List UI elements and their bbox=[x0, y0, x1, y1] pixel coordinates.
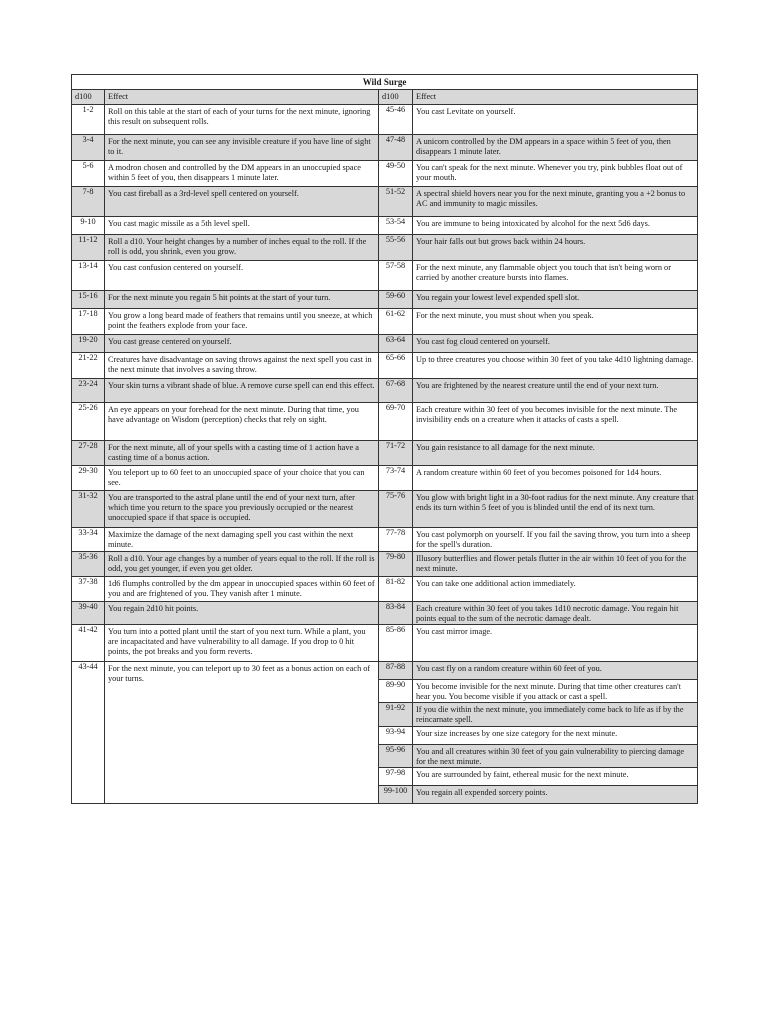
effect-text-left: Roll a d10. Your height changes by a number of inches equal to the roll. If the roll is odd, you shrink, even you grow. bbox=[105, 235, 379, 261]
effect-text-right: Your size increases by one size category for the next minute. bbox=[413, 727, 698, 745]
effect-text-right: A unicorn controlled by the DM appears in a space within 5 feet of you, then disappears 1 minute later. bbox=[413, 135, 698, 161]
effect-text-right: You regain all expended sorcery points. bbox=[413, 786, 698, 804]
header-die-left: d100 bbox=[72, 90, 105, 105]
table-row bbox=[72, 625, 698, 662]
table-row bbox=[72, 528, 698, 552]
effect-text-right: For the next minute, any flammable object you touch that isn't being worn or carried by another creature bursts into flames. bbox=[413, 261, 698, 291]
effect-text-left: Creatures have disadvantage on saving throws against the next spell you cast in the next minute that involves a saving throw. bbox=[105, 353, 379, 379]
roll-range-right: 45-46 bbox=[379, 105, 413, 135]
roll-range-right: 55-56 bbox=[379, 235, 413, 261]
roll-range-right: 87-88 bbox=[379, 662, 413, 680]
effect-text-right: If you die within the next minute, you immediately come back to life as if by the reincarnate spell. bbox=[413, 703, 698, 727]
roll-range-left: 31-32 bbox=[72, 491, 105, 528]
roll-range-right: 67-68 bbox=[379, 379, 413, 403]
roll-range-left: 9-10 bbox=[72, 217, 105, 235]
effect-text-right: You cast mirror image. bbox=[413, 625, 698, 662]
roll-range-left: 27-28 bbox=[72, 441, 105, 466]
effect-text-left: You cast confusion centered on yourself. bbox=[105, 261, 379, 291]
roll-range-right: 79-80 bbox=[379, 552, 413, 577]
table-row bbox=[72, 291, 698, 309]
effect-text-right: You cast fly on a random creature within 60 feet of you. bbox=[413, 662, 698, 680]
effect-text-right: You gain resistance to all damage for the next minute. bbox=[413, 441, 698, 466]
roll-range-right: 51-52 bbox=[379, 187, 413, 217]
table-row bbox=[72, 577, 698, 602]
effect-text-left: Your skin turns a vibrant shade of blue. A remove curse spell can end this effect. bbox=[105, 379, 379, 403]
effect-text-right: For the next minute, you must shout when you speak. bbox=[413, 309, 698, 335]
roll-range-right: 49-50 bbox=[379, 161, 413, 187]
roll-range-right: 73-74 bbox=[379, 466, 413, 491]
roll-range-left: 37-38 bbox=[72, 577, 105, 602]
effect-text-left: Roll on this table at the start of each of your turns for the next minute, ignoring this result on subsequent rolls. bbox=[105, 105, 379, 135]
wild-surge-sheet bbox=[71, 74, 697, 804]
roll-range-right: 57-58 bbox=[379, 261, 413, 291]
header-effect-left: Effect bbox=[105, 90, 379, 105]
roll-range-left: 1-2 bbox=[72, 105, 105, 135]
roll-range-right: 91-92 bbox=[379, 703, 413, 727]
effect-text-right: You are surrounded by faint, ethereal music for the next minute. bbox=[413, 768, 698, 786]
effect-text-right: You regain your lowest level expended spell slot. bbox=[413, 291, 698, 309]
roll-range-right: 77-78 bbox=[379, 528, 413, 552]
effect-text-left: An eye appears on your forehead for the next minute. During that time, you have advantage on Wisdom (perception) checks that rely on sight. bbox=[105, 403, 379, 441]
table-row bbox=[72, 235, 698, 261]
roll-range-left: 39-40 bbox=[72, 602, 105, 625]
effect-text-right: You glow with bright light in a 30-foot radius for the next minute. Any creature that ends its turn within 5 feet of you is blinded until the end of its next turn. bbox=[413, 491, 698, 528]
roll-range-right: 95-96 bbox=[379, 745, 413, 768]
roll-range-right: 71-72 bbox=[379, 441, 413, 466]
roll-range-right: 59-60 bbox=[379, 291, 413, 309]
effect-text-right: Each creature within 30 feet of you becomes invisible for the next minute. The invisibility ends on a creature when it attacks of casts a spell. bbox=[413, 403, 698, 441]
table-row bbox=[72, 161, 698, 187]
effect-text-left: You cast magic missile as a 5th level spell. bbox=[105, 217, 379, 235]
roll-range-right: 61-62 bbox=[379, 309, 413, 335]
roll-range-left: 11-12 bbox=[72, 235, 105, 261]
roll-range-left: 23-24 bbox=[72, 379, 105, 403]
table-title: Wild Surge bbox=[72, 75, 698, 90]
roll-range-right: 99-100 bbox=[379, 786, 413, 804]
roll-range-left: 43-44 bbox=[72, 662, 105, 804]
roll-range-right: 47-48 bbox=[379, 135, 413, 161]
table-row bbox=[72, 261, 698, 291]
effect-text-right: Each creature within 30 feet of you takes 1d10 necrotic damage. You regain hit points equal to the sum of the necrotic damage dealt. bbox=[413, 602, 698, 625]
roll-range-left: 19-20 bbox=[72, 335, 105, 353]
roll-range-right: 63-64 bbox=[379, 335, 413, 353]
roll-range-right: 75-76 bbox=[379, 491, 413, 528]
roll-range-left: 33-34 bbox=[72, 528, 105, 552]
table-row bbox=[72, 309, 698, 335]
effect-text-left: 1d6 flumphs controlled by the dm appear in unoccupied spaces within 60 feet of you and are frightened of you. They vanish after 1 minute. bbox=[105, 577, 379, 602]
roll-range-right: 81-82 bbox=[379, 577, 413, 602]
table-row bbox=[72, 105, 698, 135]
roll-range-right: 83-84 bbox=[379, 602, 413, 625]
header-effect-right: Effect bbox=[413, 90, 698, 105]
wild-surge-table bbox=[71, 74, 698, 804]
effect-text-right: You are immune to being intoxicated by alcohol for the next 5d6 days. bbox=[413, 217, 698, 235]
roll-range-left: 29-30 bbox=[72, 466, 105, 491]
table-row bbox=[72, 466, 698, 491]
effect-text-right: A spectral shield hovers near you for the next minute, granting you a +2 bonus to AC and immunity to magic missiles. bbox=[413, 187, 698, 217]
table-row bbox=[72, 662, 698, 680]
roll-range-right: 89-90 bbox=[379, 680, 413, 703]
table-row bbox=[72, 335, 698, 353]
table-header-row bbox=[72, 90, 698, 105]
roll-range-left: 17-18 bbox=[72, 309, 105, 335]
effect-text-right: You cast polymorph on yourself. If you fail the saving throw, you turn into a sheep for the spell's duration. bbox=[413, 528, 698, 552]
effect-text-left: For the next minute, all of your spells with a casting time of 1 action have a casting time of a bonus action. bbox=[105, 441, 379, 466]
table-row bbox=[72, 135, 698, 161]
effect-text-left: Maximize the damage of the next damaging spell you cast within the next minute. bbox=[105, 528, 379, 552]
table-row bbox=[72, 217, 698, 235]
effect-text-right: You cast Levitate on yourself. bbox=[413, 105, 698, 135]
roll-range-right: 93-94 bbox=[379, 727, 413, 745]
effect-text-left: You cast fireball as a 3rd-level spell centered on yourself. bbox=[105, 187, 379, 217]
table-row bbox=[72, 552, 698, 577]
effect-text-right: You become invisible for the next minute. During that time other creatures can't hear you. You become visible if you attack or cast a spell. bbox=[413, 680, 698, 703]
effect-text-left: Roll a d10. Your age changes by a number of years equal to the roll. If the roll is odd, you get younger, if even you get older. bbox=[105, 552, 379, 577]
table-row bbox=[72, 187, 698, 217]
effect-text-left: You regain 2d10 hit points. bbox=[105, 602, 379, 625]
effect-text-left: A modron chosen and controlled by the DM appears in an unoccupied space within 5 feet of you, then disappears 1 minute later. bbox=[105, 161, 379, 187]
effect-text-left: For the next minute, you can teleport up to 30 feet as a bonus action on each of your turns. bbox=[105, 662, 379, 804]
roll-range-right: 69-70 bbox=[379, 403, 413, 441]
header-die-right: d100 bbox=[379, 90, 413, 105]
effect-text-right: You are frightened by the nearest creature until the end of your next turn. bbox=[413, 379, 698, 403]
effect-text-left: For the next minute you regain 5 hit points at the start of your turn. bbox=[105, 291, 379, 309]
roll-range-left: 41-42 bbox=[72, 625, 105, 662]
effect-text-right: You can't speak for the next minute. Whenever you try, pink bubbles float out of your mouth. bbox=[413, 161, 698, 187]
roll-range-left: 3-4 bbox=[72, 135, 105, 161]
roll-range-left: 5-6 bbox=[72, 161, 105, 187]
table-row bbox=[72, 602, 698, 625]
table-row bbox=[72, 379, 698, 403]
effect-text-left: You are transported to the astral plane until the end of your next turn, after which time you return to the space you previously occupied or the nearest unoccupied space if that space is occupied. bbox=[105, 491, 379, 528]
roll-range-right: 97-98 bbox=[379, 768, 413, 786]
roll-range-left: 21-22 bbox=[72, 353, 105, 379]
effect-text-left: For the next minute, you can see any invisible creature if you have line of sight to it. bbox=[105, 135, 379, 161]
table-title-row bbox=[72, 75, 698, 90]
effect-text-right: Your hair falls out but grows back within 24 hours. bbox=[413, 235, 698, 261]
roll-range-left: 7-8 bbox=[72, 187, 105, 217]
effect-text-left: You teleport up to 60 feet to an unoccupied space of your choice that you can see. bbox=[105, 466, 379, 491]
effect-text-left: You grow a long beard made of feathers that remains until you sneeze, at which point the feathers explode from your face. bbox=[105, 309, 379, 335]
effect-text-right: A random creature within 60 feet of you becomes poisoned for 1d4 hours. bbox=[413, 466, 698, 491]
roll-range-left: 25-26 bbox=[72, 403, 105, 441]
table-row bbox=[72, 353, 698, 379]
roll-range-right: 53-54 bbox=[379, 217, 413, 235]
effect-text-right: You and all creatures within 30 feet of you gain vulnerability to piercing damage for the next minute. bbox=[413, 745, 698, 768]
table-row bbox=[72, 491, 698, 528]
effect-text-right: You cast fog cloud centered on yourself. bbox=[413, 335, 698, 353]
effect-text-right: You can take one additional action immediately. bbox=[413, 577, 698, 602]
effect-text-right: Illusory butterflies and flower petals flutter in the air within 10 feet of you for the next minute. bbox=[413, 552, 698, 577]
roll-range-right: 65-66 bbox=[379, 353, 413, 379]
effect-text-left: You turn into a potted plant until the start of you next turn. While a plant, you are incapacitated and have vulnerability to all damage. If you drop to 0 hit points, the pot breaks and you form reverts. bbox=[105, 625, 379, 662]
effect-text-right: Up to three creatures you choose within 30 feet of you take 4d10 lightning damage. bbox=[413, 353, 698, 379]
table-row bbox=[72, 441, 698, 466]
roll-range-left: 35-36 bbox=[72, 552, 105, 577]
table-row bbox=[72, 403, 698, 441]
roll-range-left: 15-16 bbox=[72, 291, 105, 309]
roll-range-left: 13-14 bbox=[72, 261, 105, 291]
effect-text-left: You cast grease centered on yourself. bbox=[105, 335, 379, 353]
roll-range-right: 85-86 bbox=[379, 625, 413, 662]
